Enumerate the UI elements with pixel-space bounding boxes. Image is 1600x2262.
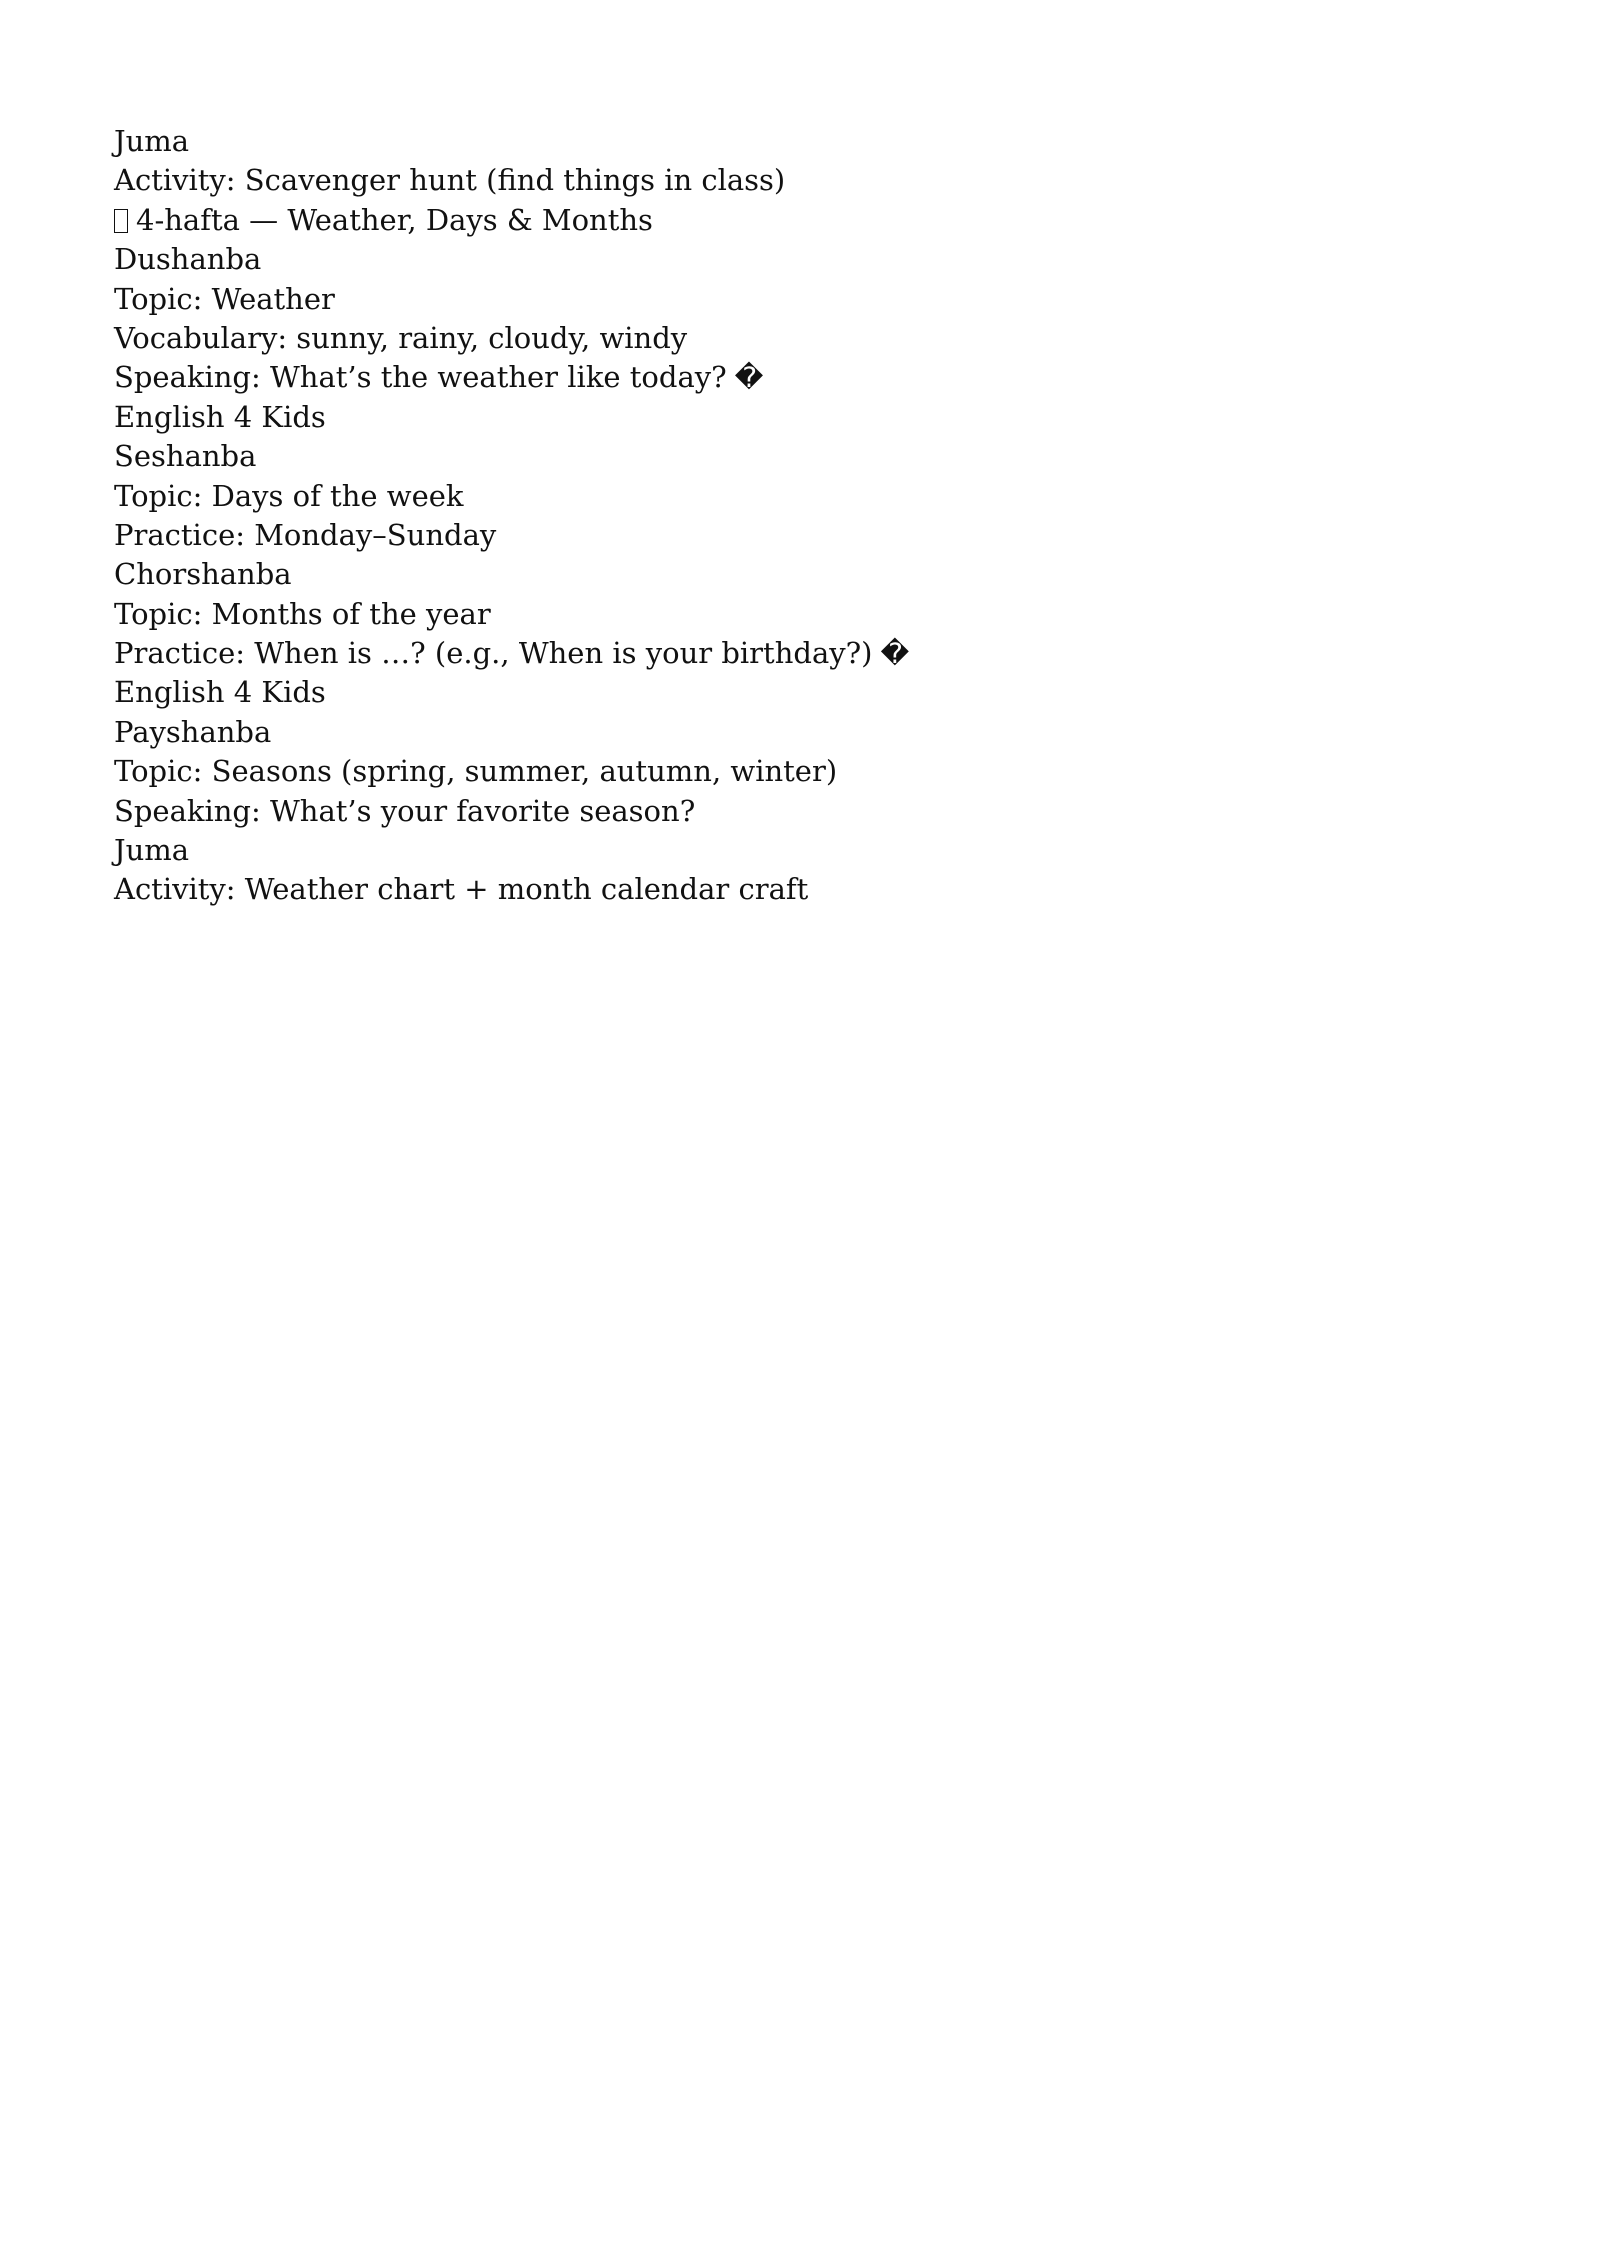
activity-line: Activity: Weather chart + month calendar craft [114, 872, 809, 907]
missing-glyph-icon [114, 209, 128, 233]
practice-line-text: Practice: When is …? (e.g., When is your birthday?) [114, 636, 873, 671]
speaking-line-text: Speaking: What’s the weather like today? [114, 360, 727, 395]
activity-line: Activity: Scavenger hunt (find things in class) [114, 163, 786, 198]
day-heading: Juma [114, 124, 190, 158]
topic-line: Topic: Months of the year [114, 596, 491, 631]
day-heading: Juma [114, 833, 190, 868]
document-text [114, 122, 1414, 910]
source-line: English 4 Kids [114, 675, 326, 710]
practice-line: Practice: Monday–Sunday [114, 517, 497, 552]
speaking-line: Speaking: What’s your favorite season? [114, 793, 696, 828]
source-line: English 4 Kids [114, 399, 326, 434]
replacement-character-icon: � [880, 637, 910, 671]
practice-line [114, 634, 1414, 673]
day-heading: Payshanba [114, 714, 272, 749]
replacement-character-icon: � [734, 361, 764, 395]
topic-line: Topic: Weather [114, 281, 335, 316]
day-heading: Dushanba [114, 242, 262, 277]
speaking-line [114, 358, 1414, 397]
day-heading: Chorshanba [114, 557, 292, 592]
topic-line: Topic: Days of the week [114, 478, 464, 513]
week-heading-text: 4-hafta — Weather, Days & Months [136, 202, 653, 237]
day-heading: Seshanba [114, 439, 257, 474]
week-heading [114, 201, 1414, 240]
topic-line: Topic: Seasons (spring, summer, autumn, winter) [114, 754, 838, 789]
vocabulary-line: Vocabulary: sunny, rainy, cloudy, windy [114, 320, 688, 355]
